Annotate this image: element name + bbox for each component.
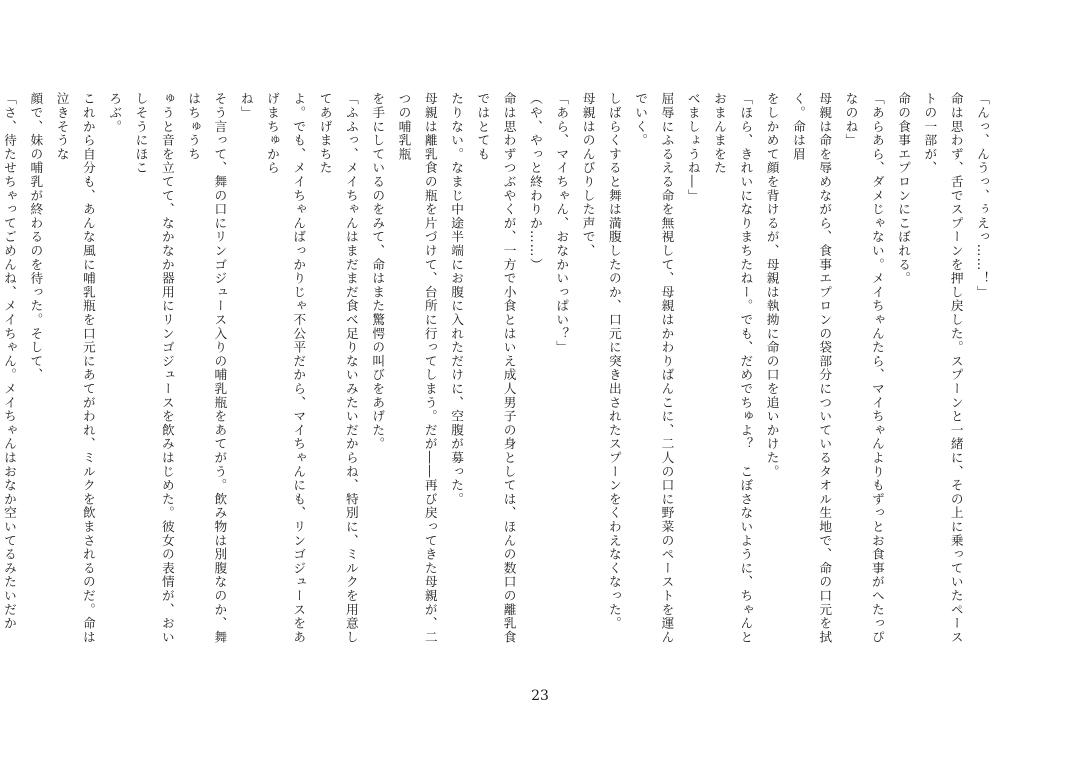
text-line: 「あら、マイちゃん、おなかいっぱい？」 — [554, 92, 570, 355]
text-line: ろぶ。 — [107, 92, 123, 134]
text-line: 母親は離乳食の瓶を片づけて、台所に行ってしまう。だが――再び戻ってきた母親が、二つの哺乳瓶 — [396, 92, 438, 644]
text-line: これから自分も、あんな風に哺乳瓶を口元にあてがわれ、ミルクを飲まされるのだ。命は泣きそうな — [54, 92, 96, 644]
text-line: 「んっ、んうっ、ぅえっ……！」 — [975, 92, 990, 299]
text-line: （や、やっと終わりか……） — [527, 92, 543, 272]
text-line: 母親は命を辱めながら、食事エプロンの袋部分についているタオル生地で、命の口元を拭く。命は眉 — [790, 92, 833, 644]
text-line: 命の食事エプロンにこぼれる。 — [896, 92, 912, 286]
text-line: 命は思わずつぶやくが、一方で小食とはいえ成人男子の身としては、ほんの数口の離乳食ではとても — [475, 92, 517, 644]
text-line: 顔で、妹の哺乳が終わるのを待った。そして、 — [28, 92, 44, 382]
text-line: ね」 — [238, 92, 254, 120]
text-line: 母親はのんびりした声で、 — [580, 92, 596, 258]
text-line: 「ふふっ、メイちゃんはまだまだ食べ足りないみたいだからね、特別に、ミルクを用意してあげまちた — [317, 92, 359, 644]
text-line: 「さ、待たせちゃってごめんね、メイちゃん。メイちゃんはおなか空いてるみたいだか — [2, 92, 18, 631]
text-line: を手にしているのをみて、命はまた驚愕の叫びをあげた。 — [370, 92, 386, 451]
vertical-text-body — [2, 92, 995, 652]
text-line: べましょうね―」 — [685, 92, 701, 203]
text-line: よ。でも、メイちゃんばっかりじゃ不公平だから、マイちゃんにも、リンゴジュースをあげまちゅから — [264, 92, 307, 644]
text-line: ゅうと音を立てて、なかなか器用にリンゴジュースを飲みはじめた。彼女の表情が、おいしそうにほこ — [133, 92, 175, 644]
text-line: 命は思わず、舌でスプーンを押し戻した。スプーンと一緒に、その上に乗っていたペーストの一部が、 — [922, 92, 964, 644]
text-line: 屈辱にふるえる命を無視して、母親はかわりばんこに、二人の口に野菜のペーストを運んでいく。 — [633, 92, 675, 644]
text-line: しばらくすると舞は満腹したのか、口元に突き出されたスプーンをくわえなくなった。 — [606, 92, 622, 631]
text-line: そう言って、舞の口にリンゴジュース入りの哺乳瓶をあてがう。飲み物は別腹なのか、舞はちゅうち — [186, 92, 228, 644]
text-line: をしかめて顔を背けるが、母親は執拗に命の口を追いかけた。 — [764, 92, 780, 479]
text-line: 「あらあら、ダメじゃない。メイちゃんたら、マイちゃんよりもずっとお食事がへたっぴなのね」 — [843, 92, 885, 644]
text-line: たりない。なまじ中途半端にお腹に入れただけに、空腹が募った。 — [449, 92, 465, 506]
text-line: 「ほら、きれいになりまちたねー。でも、だめでちゅよ？ こぼさないように、ちゃんとおまんまをた — [712, 92, 754, 644]
page-number: 23 — [531, 688, 549, 704]
